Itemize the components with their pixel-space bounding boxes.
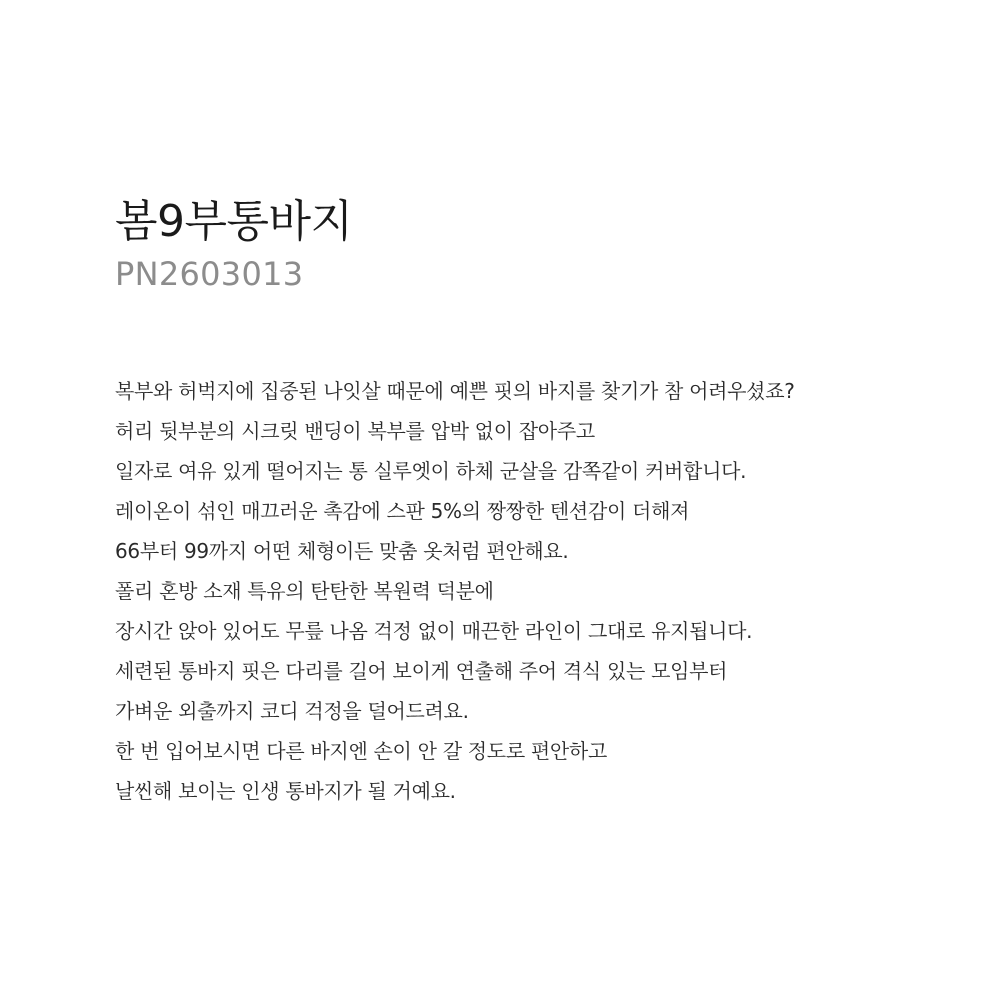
description-line: 세련된 통바지 핏은 다리를 길어 보이게 연출해 주어 격식 있는 모임부터	[115, 659, 728, 683]
product-code: PN2603013	[115, 255, 304, 293]
product-info	[115, 192, 975, 296]
product-title: 봄9부통바지	[115, 196, 353, 247]
description-line: 일자로 여유 있게 떨어지는 통 실루엣이 하체 군살을 감쪽같이 커버합니다.	[115, 459, 747, 483]
product-description	[115, 371, 985, 811]
description-line: 레이온이 섞인 매끄러운 촉감에 스판 5%의 짱짱한 텐션감이 더해져	[115, 499, 690, 523]
description-line: 가벼운 외출까지 코디 걱정을 덜어드려요.	[115, 699, 469, 723]
description-line: 허리 뒷부분의 시크릿 밴딩이 복부를 압박 없이 잡아주고	[115, 419, 595, 443]
description-line: 한 번 입어보시면 다른 바지엔 손이 안 갈 정도로 편안하고	[115, 739, 607, 763]
description-line: 장시간 앉아 있어도 무릎 나옴 걱정 없이 매끈한 라인이 그대로 유지됩니다.	[115, 619, 753, 643]
description-line: 66부터 99까지 어떤 체형이든 맞춤 옷처럼 편안해요.	[115, 539, 569, 563]
description-line: 복부와 허벅지에 집중된 나잇살 때문에 예쁜 핏의 바지를 찾기가 참 어려우셨죠?	[115, 379, 795, 403]
description-line: 날씬해 보이는 인생 통바지가 될 거예요.	[115, 779, 456, 803]
description-line: 폴리 혼방 소재 특유의 탄탄한 복원력 덕분에	[115, 579, 494, 603]
